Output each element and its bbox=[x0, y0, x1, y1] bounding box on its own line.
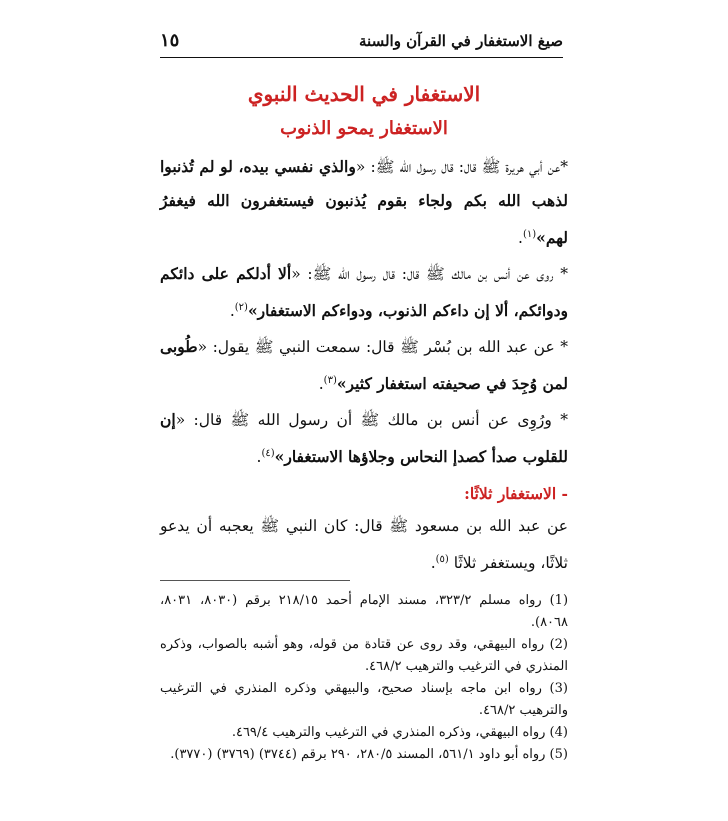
section-title: الاستغفار يمحو الذنوب bbox=[280, 118, 448, 139]
hadith-text: والذي نفسي بيده، لو لم تُذنبوا لذهب الله بكم ولجاء بقوم يُذنبون فيستغفرون الله فيغفرُ لهم bbox=[160, 157, 568, 248]
header-rule bbox=[160, 57, 563, 58]
running-title: صيغ الاستغفار في القرآن والسنة bbox=[359, 32, 563, 50]
paragraph-text: عن عبد الله بن مسعود ﷺ قال: كان النبي ﷺ يعجبه أن يدعو ثلاثًا، ويستغفر ثلاثًا bbox=[160, 516, 568, 572]
hadith-text: طُوبى لمن وُجِدَ في صحيفته استغفار كثير bbox=[160, 337, 568, 394]
paragraph-end: . bbox=[430, 553, 436, 572]
footnote-ref[interactable]: (٣) bbox=[323, 375, 337, 387]
paragraph-intro: * روى عن أنس بن مالك ﷺ قال: قال رسول الله ﷺ: « bbox=[291, 265, 568, 284]
quote-close: » bbox=[336, 374, 347, 394]
hadith-paragraph bbox=[160, 257, 568, 328]
quote-close: » bbox=[536, 228, 546, 248]
paragraph-end: . bbox=[229, 302, 235, 321]
subheading: - الاستغفار ثلاثًا: bbox=[464, 483, 568, 503]
quote-close: » bbox=[247, 301, 258, 321]
footnote: (1) رواه مسلم ٣٢٣/٢، مسند الإمام أحمد ٢١٨/١٥ برقم (٨٠٣٠، ٨٠٣١، ٨٠٦٨). bbox=[160, 593, 569, 630]
footnote: (2) رواه البيهقي، وقد روى عن قتادة من قوله، وهو أشبه بالصواب، وذكره المنذري في الترغيب والترهيب ٤٦٨/٢. bbox=[160, 637, 568, 674]
hadith-paragraph bbox=[160, 403, 568, 474]
hadith-paragraph bbox=[160, 150, 568, 255]
footnote-ref[interactable]: (٢) bbox=[234, 302, 248, 314]
chapter-title: الاستغفار في الحديث النبوي bbox=[247, 82, 481, 106]
paragraph-intro: * عن عبد الله بن بُسْر ﷺ قال: سمعت النبي ﷺ يقول: « bbox=[197, 338, 568, 357]
page-header bbox=[160, 30, 563, 56]
footnote: (3) رواه ابن ماجه بإسناد صحيح، والبيهقي وذكره المنذري في الترغيب والترهيب ٤٦٨/٢. bbox=[160, 681, 568, 718]
footnote-ref[interactable]: (٤) bbox=[261, 448, 275, 460]
hadith-text: ألا أدلكم على دائكم ودوائكم، ألا إن داءكم الذنوب، ودواءكم الاستغفار bbox=[160, 264, 568, 321]
footnote-ref[interactable]: (٥) bbox=[435, 553, 449, 565]
quote-close: » bbox=[274, 447, 285, 467]
footnotes bbox=[160, 590, 568, 766]
paragraph-intro: *عن أبي هريرة ﷺ قال: قال رسول الله ﷺ: « bbox=[355, 158, 568, 176]
paragraph-end: . bbox=[256, 448, 262, 467]
footnote: (4) رواه البيهقي، وذكره المنذري في الترغيب والترهيب ٤٦٩/٤. bbox=[231, 725, 568, 740]
footnote-divider bbox=[160, 580, 350, 581]
hadith-paragraph bbox=[160, 330, 568, 401]
paragraph-end: . bbox=[518, 229, 523, 248]
hadith-text: إن للقلوب صدأ كصدإ النحاس وجلاؤها الاستغفار bbox=[160, 410, 568, 467]
body-text bbox=[160, 150, 568, 582]
footnote: (5) رواه أبو داود ٥٦١/١، المسند ٢٨٠/٥، ٢٩٠ برقم (٣٧٤٤) (٣٧٦٩) (٣٧٧٠). bbox=[170, 747, 568, 762]
paragraph-end: . bbox=[318, 375, 324, 394]
paragraph-intro: * ورُوِى عن أنس بن مالك ﷺ أن رسول الله ﷺ قال: « bbox=[175, 411, 568, 430]
footnote-ref[interactable]: (١) bbox=[522, 229, 537, 240]
body-paragraph bbox=[160, 510, 568, 580]
page-number: ١٥ bbox=[160, 30, 180, 51]
